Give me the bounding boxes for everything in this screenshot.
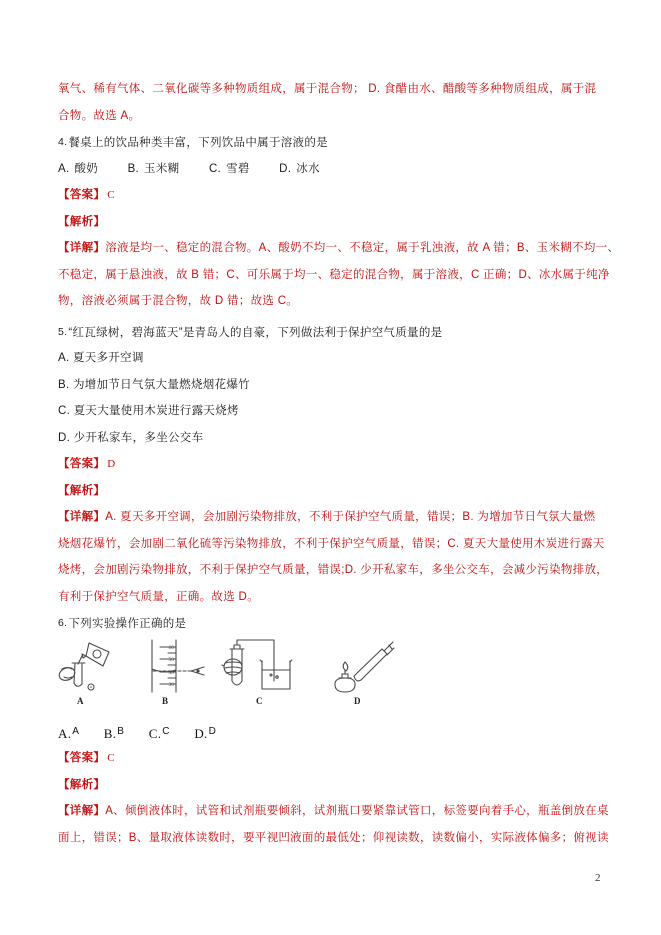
question-5-answer: D bbox=[107, 458, 116, 470]
detail-label: 【详解】 bbox=[58, 242, 106, 254]
analysis-label: 【解析】 bbox=[58, 484, 106, 497]
stopper-icon bbox=[88, 684, 94, 690]
figure-a-label: A bbox=[77, 695, 84, 706]
page-number: 2 bbox=[595, 872, 601, 884]
question-5-detail-line-4: 有利于保护空气质量，正确。故选 D。 bbox=[58, 590, 259, 603]
answer-label: 【答案】 bbox=[58, 458, 106, 470]
test-tube-icon bbox=[354, 649, 387, 681]
question-4-options-row bbox=[58, 156, 606, 183]
question-5-option-c: C. 夏天大量使用木炭进行露天烧烤 bbox=[58, 405, 239, 417]
question-5-stem: 5.“红瓦绿树，碧海蓝天”是青岛人的自豪，下列做法利于保护空气质量的是 bbox=[58, 325, 443, 339]
question-5-analysis-row bbox=[58, 478, 606, 505]
figure-c-label: C bbox=[256, 695, 263, 706]
question-4-option-a: A. 酸奶 bbox=[58, 162, 99, 175]
figure-a-pouring-liquid bbox=[58, 637, 116, 709]
question-4-answer: C bbox=[107, 189, 115, 201]
question-4-option-d: D. 冰水 bbox=[279, 162, 320, 175]
question-6-detail-line-1: 【详解】A、倾倒液体时，试管和试剂瓶要倾斜，试剂瓶口要紧靠试管口，标签要向着手心，瓶盖倒放在桌 bbox=[58, 805, 609, 817]
question-6-options-row bbox=[58, 719, 606, 746]
detail-label: 【详解】 bbox=[58, 511, 106, 523]
figure-b-graduated-cylinder bbox=[144, 637, 210, 709]
question-5-option-a: A. 夏天多开空调 bbox=[58, 352, 144, 364]
svg-text:30: 30 bbox=[168, 681, 174, 688]
question-5-number: 5. bbox=[58, 325, 68, 338]
question-5-answer-row bbox=[58, 451, 606, 478]
figure-d-heating bbox=[326, 637, 396, 709]
question-6-figures-row bbox=[58, 637, 606, 713]
question-6-answer: C bbox=[107, 752, 115, 764]
analysis-label: 【解析】 bbox=[58, 215, 106, 228]
question-5-option-b: B. 为增加节日气氛大量燃烧烟花爆竹 bbox=[58, 378, 250, 391]
analysis-label: 【解析】 bbox=[58, 778, 106, 791]
question-4-answer-row bbox=[58, 182, 606, 209]
question-6-stem: 6.下列实验操作正确的是 bbox=[58, 617, 187, 630]
question-6-answer-row bbox=[58, 745, 606, 772]
question-4-analysis-row bbox=[58, 209, 606, 236]
question-6-option-c: C.C bbox=[148, 725, 170, 741]
delivery-tube-icon bbox=[237, 640, 274, 681]
figure-c-air-tightness bbox=[220, 637, 298, 709]
question-4-option-b: B. 玉米糊 bbox=[127, 162, 180, 175]
question-6-option-b: B.B bbox=[103, 725, 125, 741]
question-6-option-a: A.A bbox=[58, 725, 80, 741]
question-4-option-c: C. 雪碧 bbox=[208, 162, 250, 175]
beaker-icon bbox=[260, 660, 292, 689]
svg-text:40: 40 bbox=[168, 669, 174, 676]
alcohol-lamp-icon bbox=[335, 662, 355, 692]
figure-d-label: D bbox=[354, 695, 361, 706]
question-4-detail-line-2: 不稳定，属于悬浊液，故 B 错；C、可乐属于均一、稳定的混合物，属于溶液，C 正确；D、冰水属于纯净 bbox=[58, 268, 610, 281]
question-5-detail-line-1: 【详解】A. 夏天多开空调，会加剧污染物排放，不利于保护空气质量，错误；B. 为增加节日气氛大量燃 bbox=[58, 511, 596, 523]
question-4-detail-line-3: 物，溶液必须属于混合物，故 D 错；故选 C。 bbox=[58, 295, 299, 307]
document-content bbox=[58, 76, 620, 851]
question-5-option-d: D. 少开私家车，多坐公交车 bbox=[58, 431, 204, 444]
detail-label: 【详解】 bbox=[58, 805, 106, 817]
question-6-analysis-row bbox=[58, 772, 606, 799]
question-6-option-d: D.D bbox=[194, 725, 217, 741]
question-4-detail-line-1: 【详解】溶液是均一、稳定的混合物。A、酸奶不均一、不稳定，属于乳浊液，故 A 错；B、玉米糊不均一、 bbox=[58, 242, 620, 254]
prev-explanation-line-2: 合物。故选 A。 bbox=[58, 109, 141, 122]
answer-label: 【答案】 bbox=[58, 752, 106, 764]
eye-icon bbox=[191, 667, 204, 675]
question-5-detail-line-3: 烧烤，会加剧污染物排放，不利于保护空气质量，错误;D. 少开私家车，多坐公交车，会减少污染物排放， bbox=[58, 564, 609, 576]
question-5-detail-line-2: 烧烟花爆竹，会加剧二氧化硫等污染物排放，不利于保护空气质量，错误；C. 夏天大量使用木炭进行露天 bbox=[58, 537, 605, 550]
question-4-stem: 4.餐桌上的饮品种类丰富，下列饮品中属于溶液的是 bbox=[58, 136, 328, 149]
question-6-detail-line-2: 面上，错误；B、量取液体读数时，要平视凹液面的最低处；仰视读数，读数偏小，实际液体偏多；俯视读 bbox=[58, 831, 609, 844]
question-4-number: 4. bbox=[58, 136, 68, 148]
figure-b-label: B bbox=[162, 695, 169, 706]
svg-text:50: 50 bbox=[168, 656, 174, 663]
prev-explanation-line-1: 氧气、稀有气体、二氧化碳等多种物质组成，属于混合物； D. 食醋由水、醋酸等多种物质组成，属于混 bbox=[58, 83, 597, 95]
svg-text:60: 60 bbox=[168, 644, 174, 651]
flame-icon bbox=[343, 662, 348, 671]
answer-label: 【答案】 bbox=[58, 189, 106, 201]
question-6-number: 6. bbox=[58, 617, 68, 629]
